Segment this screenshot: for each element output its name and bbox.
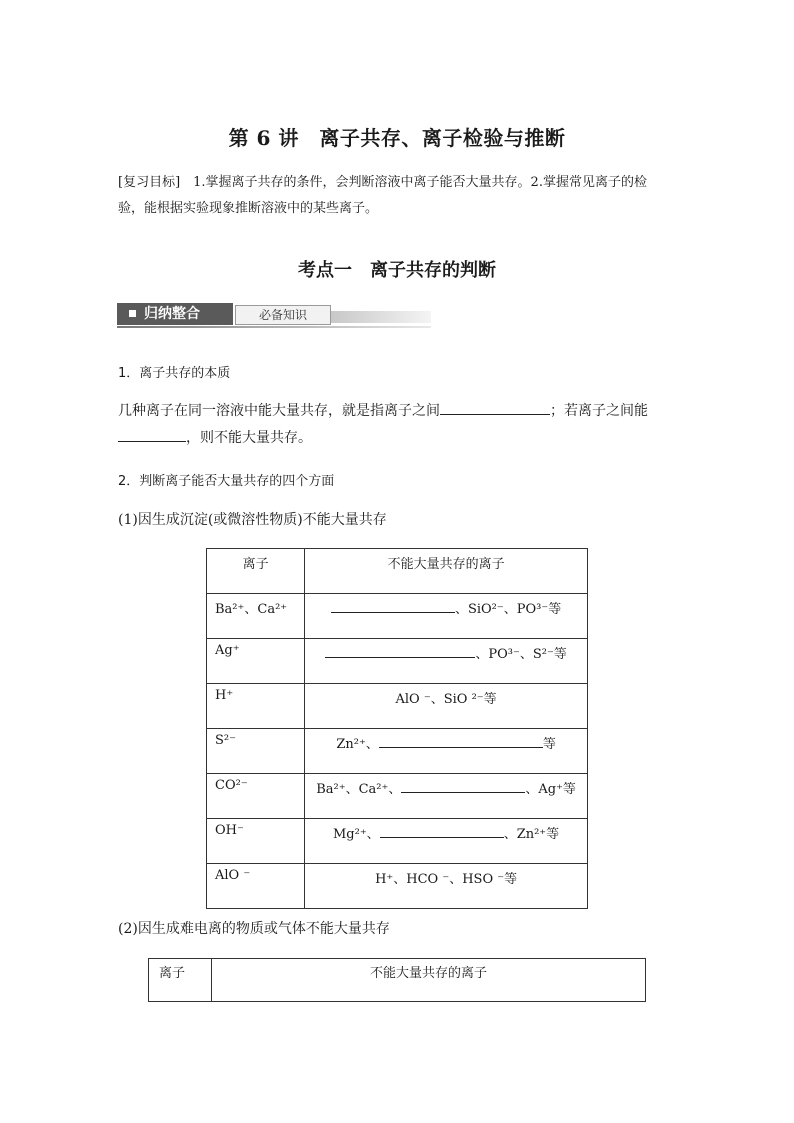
ion-list-cell	[305, 594, 588, 639]
point-1-text-b: ；若离子之间能	[550, 403, 648, 419]
point-1-text-a: 几种离子在同一溶液中能大量共存，就是指离子之间	[118, 403, 440, 419]
ion-list-cell	[305, 639, 588, 684]
weak-electrolyte-table	[148, 958, 646, 1002]
banner-dark-tab	[117, 303, 233, 325]
table-row	[207, 774, 588, 819]
ion-cell: CO²⁻	[207, 774, 305, 819]
header-cell: 不能大量共存的离子	[212, 959, 646, 1002]
answer-blank[interactable]	[325, 643, 475, 658]
banner-dark-label: 归纳整合	[144, 306, 200, 322]
cell-text: Ba²⁺、Ca²⁺、	[316, 782, 402, 797]
ion-list-cell: AlO ⁻、SiO ²⁻等	[305, 684, 588, 729]
precipitation-table	[206, 548, 588, 909]
sub-heading-2: (2)因生成难电离的物质或气体不能大量共存	[118, 921, 390, 937]
answer-blank[interactable]	[379, 733, 543, 748]
table-row	[207, 864, 588, 909]
table-header-row	[149, 959, 646, 1002]
table-row	[207, 684, 588, 729]
point-1-heading: 1．离子共存的本质	[118, 366, 231, 381]
section-title: 考点一 离子共存的判断	[298, 260, 496, 281]
section-banner	[117, 303, 431, 327]
answer-blank[interactable]	[440, 400, 550, 415]
point-2-heading: 2．判断离子能否大量共存的四个方面	[118, 474, 335, 489]
ion-cell: H⁺	[207, 684, 305, 729]
answer-blank[interactable]	[118, 427, 186, 442]
banner-light-tab: 必备知识	[235, 305, 331, 325]
review-objective-line-2: 验，能根据实验现象推断溶液中的某些离子。	[118, 201, 379, 216]
ion-list-cell	[305, 819, 588, 864]
cell-text: 、Ag⁺等	[525, 782, 576, 797]
point-1-line-2	[118, 425, 312, 451]
ion-list-cell	[305, 729, 588, 774]
ion-cell: AlO ⁻	[207, 864, 305, 909]
answer-blank[interactable]	[401, 778, 525, 793]
header-cell: 离子	[149, 959, 212, 1002]
ion-cell: Ag⁺	[207, 639, 305, 684]
table-row	[207, 594, 588, 639]
banner-rule	[117, 326, 431, 328]
table-row	[207, 819, 588, 864]
table-row	[207, 639, 588, 684]
point-1-text-c: ，则不能大量共存。	[186, 430, 312, 446]
review-objective-line-1: [复习目标] 1.掌握离子共存的条件，会判断溶液中离子能否大量共存。2.掌握常见离子的检	[118, 175, 647, 190]
answer-blank[interactable]	[380, 823, 504, 838]
answer-blank[interactable]	[331, 598, 455, 613]
ion-list-cell	[305, 774, 588, 819]
header-cell: 离子	[207, 549, 305, 594]
cell-text: 、SiO²⁻、PO³⁻等	[454, 602, 562, 617]
ion-cell: OH⁻	[207, 819, 305, 864]
cell-text: Mg²⁺、	[332, 827, 380, 842]
cell-text: Zn²⁺、	[336, 737, 379, 752]
ion-cell: Ba²⁺、Ca²⁺	[207, 594, 305, 639]
point-1-line-1	[118, 398, 648, 424]
cell-text: 、PO³⁻、S²⁻等	[475, 647, 567, 662]
ion-list-cell: H⁺、HCO ⁻、HSO ⁻等	[305, 864, 588, 909]
sub-heading-1: (1)因生成沉淀(或微溶性物质)不能大量共存	[118, 512, 387, 528]
table-header-row	[207, 549, 588, 594]
banner-fade	[331, 311, 431, 323]
cell-text: 、Zn²⁺等	[503, 827, 560, 842]
ion-cell: S²⁻	[207, 729, 305, 774]
square-bullet-icon	[129, 310, 136, 317]
page-title: 第 6 讲 离子共存、离子检验与推断	[228, 126, 566, 150]
header-cell: 不能大量共存的离子	[305, 549, 588, 594]
cell-text: 等	[542, 737, 556, 752]
table-row	[207, 729, 588, 774]
